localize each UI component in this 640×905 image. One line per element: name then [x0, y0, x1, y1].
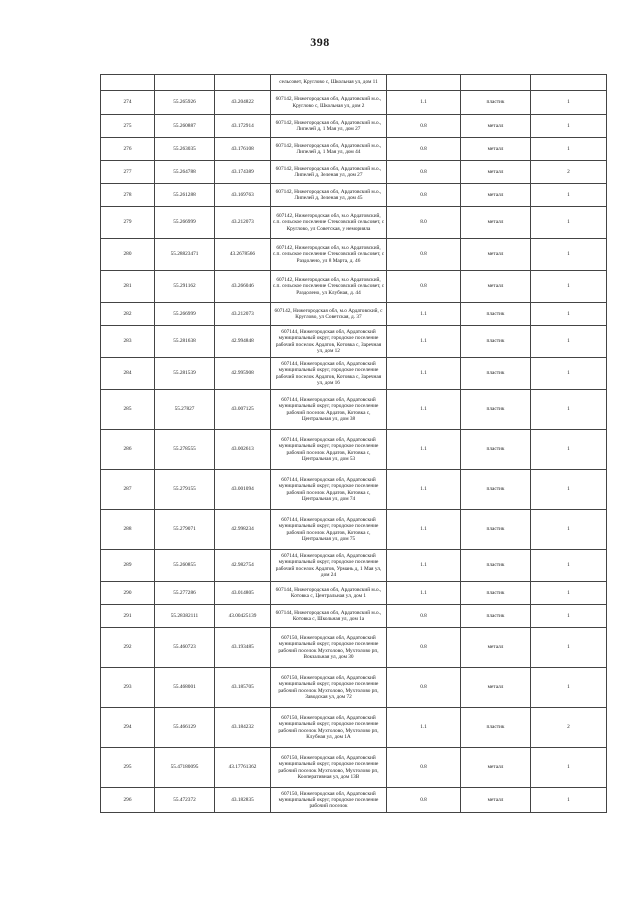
row-number-cell: 295	[101, 748, 155, 788]
table-row	[101, 91, 607, 115]
address-cell: 607144, Нижегородская обл, Ардатовский м.о., Котовка с, Центральная ул, дом 1	[271, 582, 387, 605]
table-row	[101, 303, 607, 326]
material-cell: пластик	[461, 303, 531, 326]
count-cell: 1	[531, 207, 607, 239]
latitude-cell: 55.261288	[155, 184, 215, 207]
row-number-cell: 288	[101, 510, 155, 550]
volume-cell: 1.1	[387, 91, 461, 115]
count-cell: 1	[531, 582, 607, 605]
latitude-cell: 55.468001	[155, 668, 215, 708]
latitude-cell: 55.27827	[155, 390, 215, 430]
volume-cell: 0.8	[387, 668, 461, 708]
latitude-cell: 55.460723	[155, 628, 215, 668]
address-cell: 607144, Нижегородская обл, Ардатовский муниципальный округ, городское поселение рабочий поселок Ардатов, Котовка с, Центральная ул, дом 74	[271, 470, 387, 510]
material-cell: металл	[461, 668, 531, 708]
table-row	[101, 668, 607, 708]
table-row	[101, 430, 607, 470]
address-cell: 607142, Нижегородская обл, м.о Ардатовский, с.п. сельское поселение Стексовский сельсовет, с Круглово, ул Советская, у неморияла	[271, 207, 387, 239]
address-cell: 607150, Нижегородская обл, Ардатовский муниципальный округ, городское поселение рабочий поселок Мухтолово, Мухтолово рп, Кооперативная ул, дом 13В	[271, 748, 387, 788]
longitude-cell: 43.174389	[215, 161, 271, 184]
latitude-cell: 55.279071	[155, 510, 215, 550]
count-cell: 1	[531, 550, 607, 582]
row-number-cell: 290	[101, 582, 155, 605]
material-cell: металл	[461, 161, 531, 184]
latitude-cell: 55.28823471	[155, 239, 215, 271]
longitude-cell: 43.266046	[215, 271, 271, 303]
row-number-cell: 292	[101, 628, 155, 668]
material-cell: металл	[461, 788, 531, 813]
row-number-cell: 293	[101, 668, 155, 708]
latitude-cell: 55.263035	[155, 138, 215, 161]
table-body	[101, 75, 607, 813]
row-number-cell: 274	[101, 91, 155, 115]
material-cell: пластик	[461, 605, 531, 628]
latitude-cell: 55.266999	[155, 207, 215, 239]
longitude-cell: 43.212073	[215, 207, 271, 239]
table-row	[101, 708, 607, 748]
row-number-cell: 286	[101, 430, 155, 470]
row-number-cell: 287	[101, 470, 155, 510]
row-number-cell: 279	[101, 207, 155, 239]
volume-cell: 1.1	[387, 510, 461, 550]
table-row	[101, 605, 607, 628]
volume-cell: 0.8	[387, 605, 461, 628]
address-cell: 607144, Нижегородская обл, Ардатовский муниципальный округ, городское поселение рабочий поселок Ардатов, Котовка с, Заречная ул, дом 12	[271, 326, 387, 358]
row-number-cell: 281	[101, 271, 155, 303]
row-number-cell: 277	[101, 161, 155, 184]
address-cell: 607144, Нижегородская обл, Ардатовский м.о., Котовка с, Школьная ул, дом 1а	[271, 605, 387, 628]
longitude-cell: 43.007125	[215, 390, 271, 430]
volume-cell: 0.8	[387, 628, 461, 668]
table-row	[101, 115, 607, 138]
count-cell: 1	[531, 628, 607, 668]
address-cell: 607142, Нижегородская обл, Ардатовский м.о., Липелей д, 1 Мая ул, дом 44	[271, 138, 387, 161]
longitude-cell: 43.185705	[215, 668, 271, 708]
longitude-cell: 43.172914	[215, 115, 271, 138]
latitude-cell: 55.281638	[155, 326, 215, 358]
table-row	[101, 161, 607, 184]
row-number-cell: 285	[101, 390, 155, 430]
address-cell: 607150, Нижегородская обл, Ардатовский муниципальный округ, городское поселение рабочий поселок	[271, 788, 387, 813]
latitude-cell: 55.281539	[155, 358, 215, 390]
longitude-cell: 42.995908	[215, 358, 271, 390]
latitude-cell: 55.265926	[155, 91, 215, 115]
volume-cell: 1.1	[387, 390, 461, 430]
count-cell: 1	[531, 303, 607, 326]
address-cell: 607150, Нижегородская обл, Ардатовский муниципальный округ, городское поселение рабочий поселок Мухтолово, Мухтолово рп, Заводская ул, дом 72	[271, 668, 387, 708]
latitude-cell: 55.472372	[155, 788, 215, 813]
volume-cell: 0.8	[387, 748, 461, 788]
material-cell	[461, 75, 531, 91]
longitude-cell: 43.002613	[215, 430, 271, 470]
volume-cell: 1.1	[387, 326, 461, 358]
volume-cell: 1.1	[387, 358, 461, 390]
address-cell: 607142, Нижегородская обл, Ардатовский м.о., Липелей д, Зеленая ул, дом 45	[271, 184, 387, 207]
table-row	[101, 510, 607, 550]
address-cell: 607144, Нижегородская обл, Ардатовский муниципальный округ, городское поселение рабочий поселок Ардатов, Котовка с, Центральная ул, дом 38	[271, 390, 387, 430]
table-row	[101, 207, 607, 239]
volume-cell: 1.1	[387, 708, 461, 748]
count-cell: 1	[531, 510, 607, 550]
table-row	[101, 326, 607, 358]
latitude-cell: 55.277286	[155, 582, 215, 605]
row-number-cell: 276	[101, 138, 155, 161]
material-cell: металл	[461, 239, 531, 271]
material-cell: металл	[461, 184, 531, 207]
volume-cell: 1.1	[387, 582, 461, 605]
longitude-cell: 43.193485	[215, 628, 271, 668]
address-cell: 607150, Нижегородская обл, Ардатовский муниципальный округ, городское поселение рабочий поселок Мухтолово, Мухтолово рп, Клубная ул, дом 1А	[271, 708, 387, 748]
count-cell	[531, 75, 607, 91]
volume-cell: 1.1	[387, 470, 461, 510]
count-cell: 1	[531, 91, 607, 115]
count-cell: 1	[531, 748, 607, 788]
material-cell: металл	[461, 748, 531, 788]
row-number-cell	[101, 75, 155, 91]
longitude-cell: 43.169763	[215, 184, 271, 207]
count-cell: 1	[531, 430, 607, 470]
row-number-cell: 282	[101, 303, 155, 326]
count-cell: 1	[531, 358, 607, 390]
material-cell: металл	[461, 115, 531, 138]
longitude-cell	[215, 75, 271, 91]
volume-cell: 1.1	[387, 430, 461, 470]
material-cell: пластик	[461, 358, 531, 390]
latitude-cell: 55.291162	[155, 271, 215, 303]
volume-cell: 0.8	[387, 271, 461, 303]
material-cell: пластик	[461, 470, 531, 510]
latitude-cell: 55.28382111	[155, 605, 215, 628]
latitude-cell: 55.264788	[155, 161, 215, 184]
address-cell: 607142, Нижегородская обл, Ардатовский м.о., Круглово с, Школьная ул, дом 2	[271, 91, 387, 115]
address-cell: 607142, Нижегородская обл, м.о Ардатовский, с.п. сельское поселение Стексовский сельсовет, с Раздолено, ул Клубная, д. 44	[271, 271, 387, 303]
longitude-cell: 43.204822	[215, 91, 271, 115]
table-row	[101, 628, 607, 668]
table-row	[101, 550, 607, 582]
volume-cell: 1.1	[387, 550, 461, 582]
row-number-cell: 278	[101, 184, 155, 207]
address-cell: 607144, Нижегородская обл, Ардатовский муниципальный округ, городское поселение рабочий поселок Ардатов, Урмань д, 1 Мая ул, дом 24	[271, 550, 387, 582]
material-cell: металл	[461, 628, 531, 668]
page-number: 398	[310, 35, 330, 49]
material-cell: пластик	[461, 91, 531, 115]
longitude-cell: 42.994848	[215, 326, 271, 358]
table-row	[101, 271, 607, 303]
address-cell: 607144, Нижегородская обл, Ардатовский муниципальный округ, городское поселение рабочий поселок Ардатов, Котовка с, Центральная ул, дом 75	[271, 510, 387, 550]
material-cell: металл	[461, 271, 531, 303]
longitude-cell: 43.184232	[215, 708, 271, 748]
latitude-cell: 55.47180095	[155, 748, 215, 788]
longitude-cell: 43.014805	[215, 582, 271, 605]
container-site-table	[100, 74, 607, 813]
volume-cell: 0.8	[387, 161, 461, 184]
row-number-cell: 275	[101, 115, 155, 138]
address-cell: 607144, Нижегородская обл, Ардатовский муниципальный округ, городское поселение рабочий поселок Ардатов, Котовка с, Заречная ул, дом 16	[271, 358, 387, 390]
table-row	[101, 748, 607, 788]
table-row	[101, 470, 607, 510]
address-cell: 607150, Нижегородская обл, Ардатовский муниципальный округ, городское поселение рабочий поселок Мухтолово, Мухтолово рп, Вокзальная ул, дом 30	[271, 628, 387, 668]
material-cell: металл	[461, 138, 531, 161]
row-number-cell: 294	[101, 708, 155, 748]
row-number-cell: 289	[101, 550, 155, 582]
material-cell: пластик	[461, 390, 531, 430]
count-cell: 1	[531, 326, 607, 358]
table-row	[101, 582, 607, 605]
count-cell: 1	[531, 668, 607, 708]
count-cell: 1	[531, 184, 607, 207]
count-cell: 2	[531, 708, 607, 748]
longitude-cell: 43.212073	[215, 303, 271, 326]
material-cell: пластик	[461, 582, 531, 605]
longitude-cell: 43.176108	[215, 138, 271, 161]
volume-cell: 0.8	[387, 138, 461, 161]
table-row	[101, 788, 607, 813]
longitude-cell: 43.182835	[215, 788, 271, 813]
row-number-cell: 284	[101, 358, 155, 390]
row-number-cell: 283	[101, 326, 155, 358]
row-number-cell: 296	[101, 788, 155, 813]
volume-cell: 8.0	[387, 207, 461, 239]
table-row	[101, 138, 607, 161]
volume-cell: 0.8	[387, 115, 461, 138]
volume-cell: 1.1	[387, 303, 461, 326]
address-cell: 607142, Нижегородская обл, м.о Ардатовский, с Круглово, ул Советская, д. 37	[271, 303, 387, 326]
latitude-cell: 55.266999	[155, 303, 215, 326]
volume-cell: 0.8	[387, 239, 461, 271]
longitude-cell: 42.998234	[215, 510, 271, 550]
latitude-cell: 55.260855	[155, 550, 215, 582]
material-cell: пластик	[461, 550, 531, 582]
material-cell: пластик	[461, 326, 531, 358]
longitude-cell: 42.982754	[215, 550, 271, 582]
row-number-cell: 280	[101, 239, 155, 271]
volume-cell: 0.8	[387, 184, 461, 207]
longitude-cell: 43.001094	[215, 470, 271, 510]
table-row	[101, 390, 607, 430]
longitude-cell: 43.17761362	[215, 748, 271, 788]
address-cell: 607142, Нижегородская обл, Ардатовский м.о., Липелей д, 1 Мая ул, дом 27	[271, 115, 387, 138]
table-row	[101, 358, 607, 390]
material-cell: пластик	[461, 708, 531, 748]
count-cell: 1	[531, 239, 607, 271]
longitude-cell: 43.2678566	[215, 239, 271, 271]
latitude-cell: 55.260887	[155, 115, 215, 138]
count-cell: 2	[531, 161, 607, 184]
row-number-cell: 291	[101, 605, 155, 628]
material-cell: пластик	[461, 510, 531, 550]
address-cell: 607142, Нижегородская обл, м.о Ардатовский, с.п. сельское поселение Стексовский сельсовет, с Раздолено, ул 8 Марта, д. 46	[271, 239, 387, 271]
table-row	[101, 239, 607, 271]
count-cell: 1	[531, 605, 607, 628]
latitude-cell	[155, 75, 215, 91]
count-cell: 1	[531, 115, 607, 138]
latitude-cell: 55.278555	[155, 430, 215, 470]
latitude-cell: 55.466129	[155, 708, 215, 748]
count-cell: 1	[531, 138, 607, 161]
volume-cell	[387, 75, 461, 91]
count-cell: 1	[531, 390, 607, 430]
count-cell: 1	[531, 788, 607, 813]
table-row	[101, 184, 607, 207]
count-cell: 1	[531, 271, 607, 303]
material-cell: пластик	[461, 430, 531, 470]
latitude-cell: 55.279155	[155, 470, 215, 510]
address-cell: 607142, Нижегородская обл, Ардатовский м.о., Липелей д, Зеленая ул, дом 27	[271, 161, 387, 184]
longitude-cell: 43.00425139	[215, 605, 271, 628]
material-cell: металл	[461, 207, 531, 239]
address-cell: сельсовет, Круглово с, Школьная ул, дом 11	[271, 75, 387, 91]
volume-cell: 0.8	[387, 788, 461, 813]
count-cell: 1	[531, 470, 607, 510]
table-row	[101, 75, 607, 91]
address-cell: 607144, Нижегородская обл, Ардатовский муниципальный округ, городское поселение рабочий поселок Ардатов, Котовка с, Центральная ул, дом 53	[271, 430, 387, 470]
